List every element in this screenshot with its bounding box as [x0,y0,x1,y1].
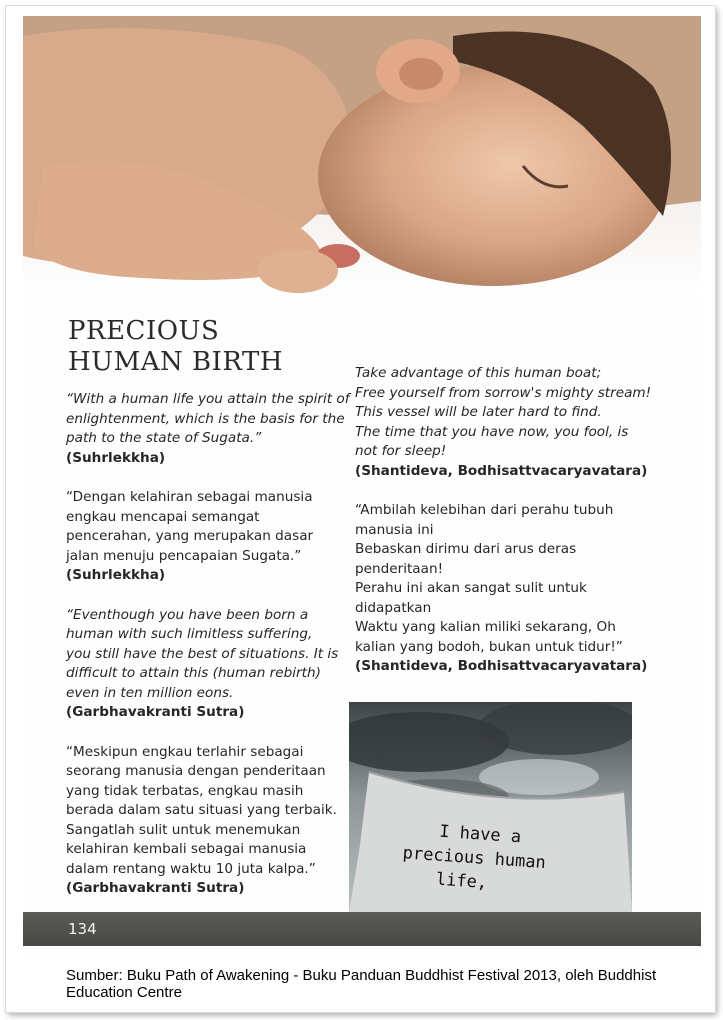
quote-source: (Garbhavakranti Sutra) [66,704,245,720]
quote-text: “Ambilah kelebihan dari perahu tubuh manusia ini Bebaskan dirimu dari arus deras penderitaan! Perahu ini akan sangat sulit untuk didapatkan Waktu yang kalian miliki sekarang, Oh kalian yang bodoh, bukan untuk tidur!” [355,502,623,655]
sleeping-baby-photo [23,16,701,294]
book-page [23,16,701,962]
quote-text: “Eventhough you have been born a human with such limitless suffering, you still have the best of situations. It is difficult to attain this (human rebirth) even in ten million eons. [66,606,339,701]
quote-block [66,606,356,723]
page-footer-bar [23,912,701,946]
quote-text: “With a human life you attain the spirit of enlightenment, which is the basis for the path to the state of Sugata.” [66,391,350,446]
quote-block [355,501,655,677]
title-line-2: HUMAN BIRTH [68,347,284,377]
quote-block [66,488,356,586]
quote-text: “Dengan kelahiran sebagai manusia engkau mencapai semangat pencerahan, yang merupakan dasar jalan menuju pencapaian Sugata.” [66,489,314,564]
handwritten-sign-photo [349,702,632,912]
title-line-1: PRECIOUS [68,316,220,346]
quote-block [66,390,356,468]
source-caption: Sumber: Buku Path of Awakening - Buku Panduan Buddhist Festival 2013, oleh Buddhist Education Centre [66,967,657,1001]
quote-block [355,364,655,481]
photo-frame [6,6,715,1012]
quote-block [66,743,356,899]
quote-text: Take advantage of this human boat; Free yourself from sorrow's mighty stream! This vessel will be later hard to find. The time that you have now, you fool, is not for sleep! [355,365,652,459]
right-column [355,364,655,697]
sign-handwriting: I have aprecious humanlife, [402,821,547,894]
quote-source: (Shantideva, Bodhisattvacaryavatara) [355,462,648,479]
left-column [66,390,356,919]
quote-source: (Suhrlekkha) [66,567,166,583]
quote-source: (Shantideva, Bodhisattvacaryavatara) [355,658,648,674]
quote-source: (Suhrlekkha) [66,449,166,466]
quote-text: “Meskipun engkau terlahir sebagai seorang manusia dengan penderitaan yang tidak terbatas, engkau masih berada dalam satu situasi yang terbaik. Sangatlah sulit untuk menemukan kelahiran kembali sebagai manusia dalam rentang waktu 10 juta kalpa.” [66,743,337,877]
article-title [68,316,283,378]
quote-source: (Garbhavakranti Sutra) [66,880,245,896]
page-number: 134 [68,920,97,938]
